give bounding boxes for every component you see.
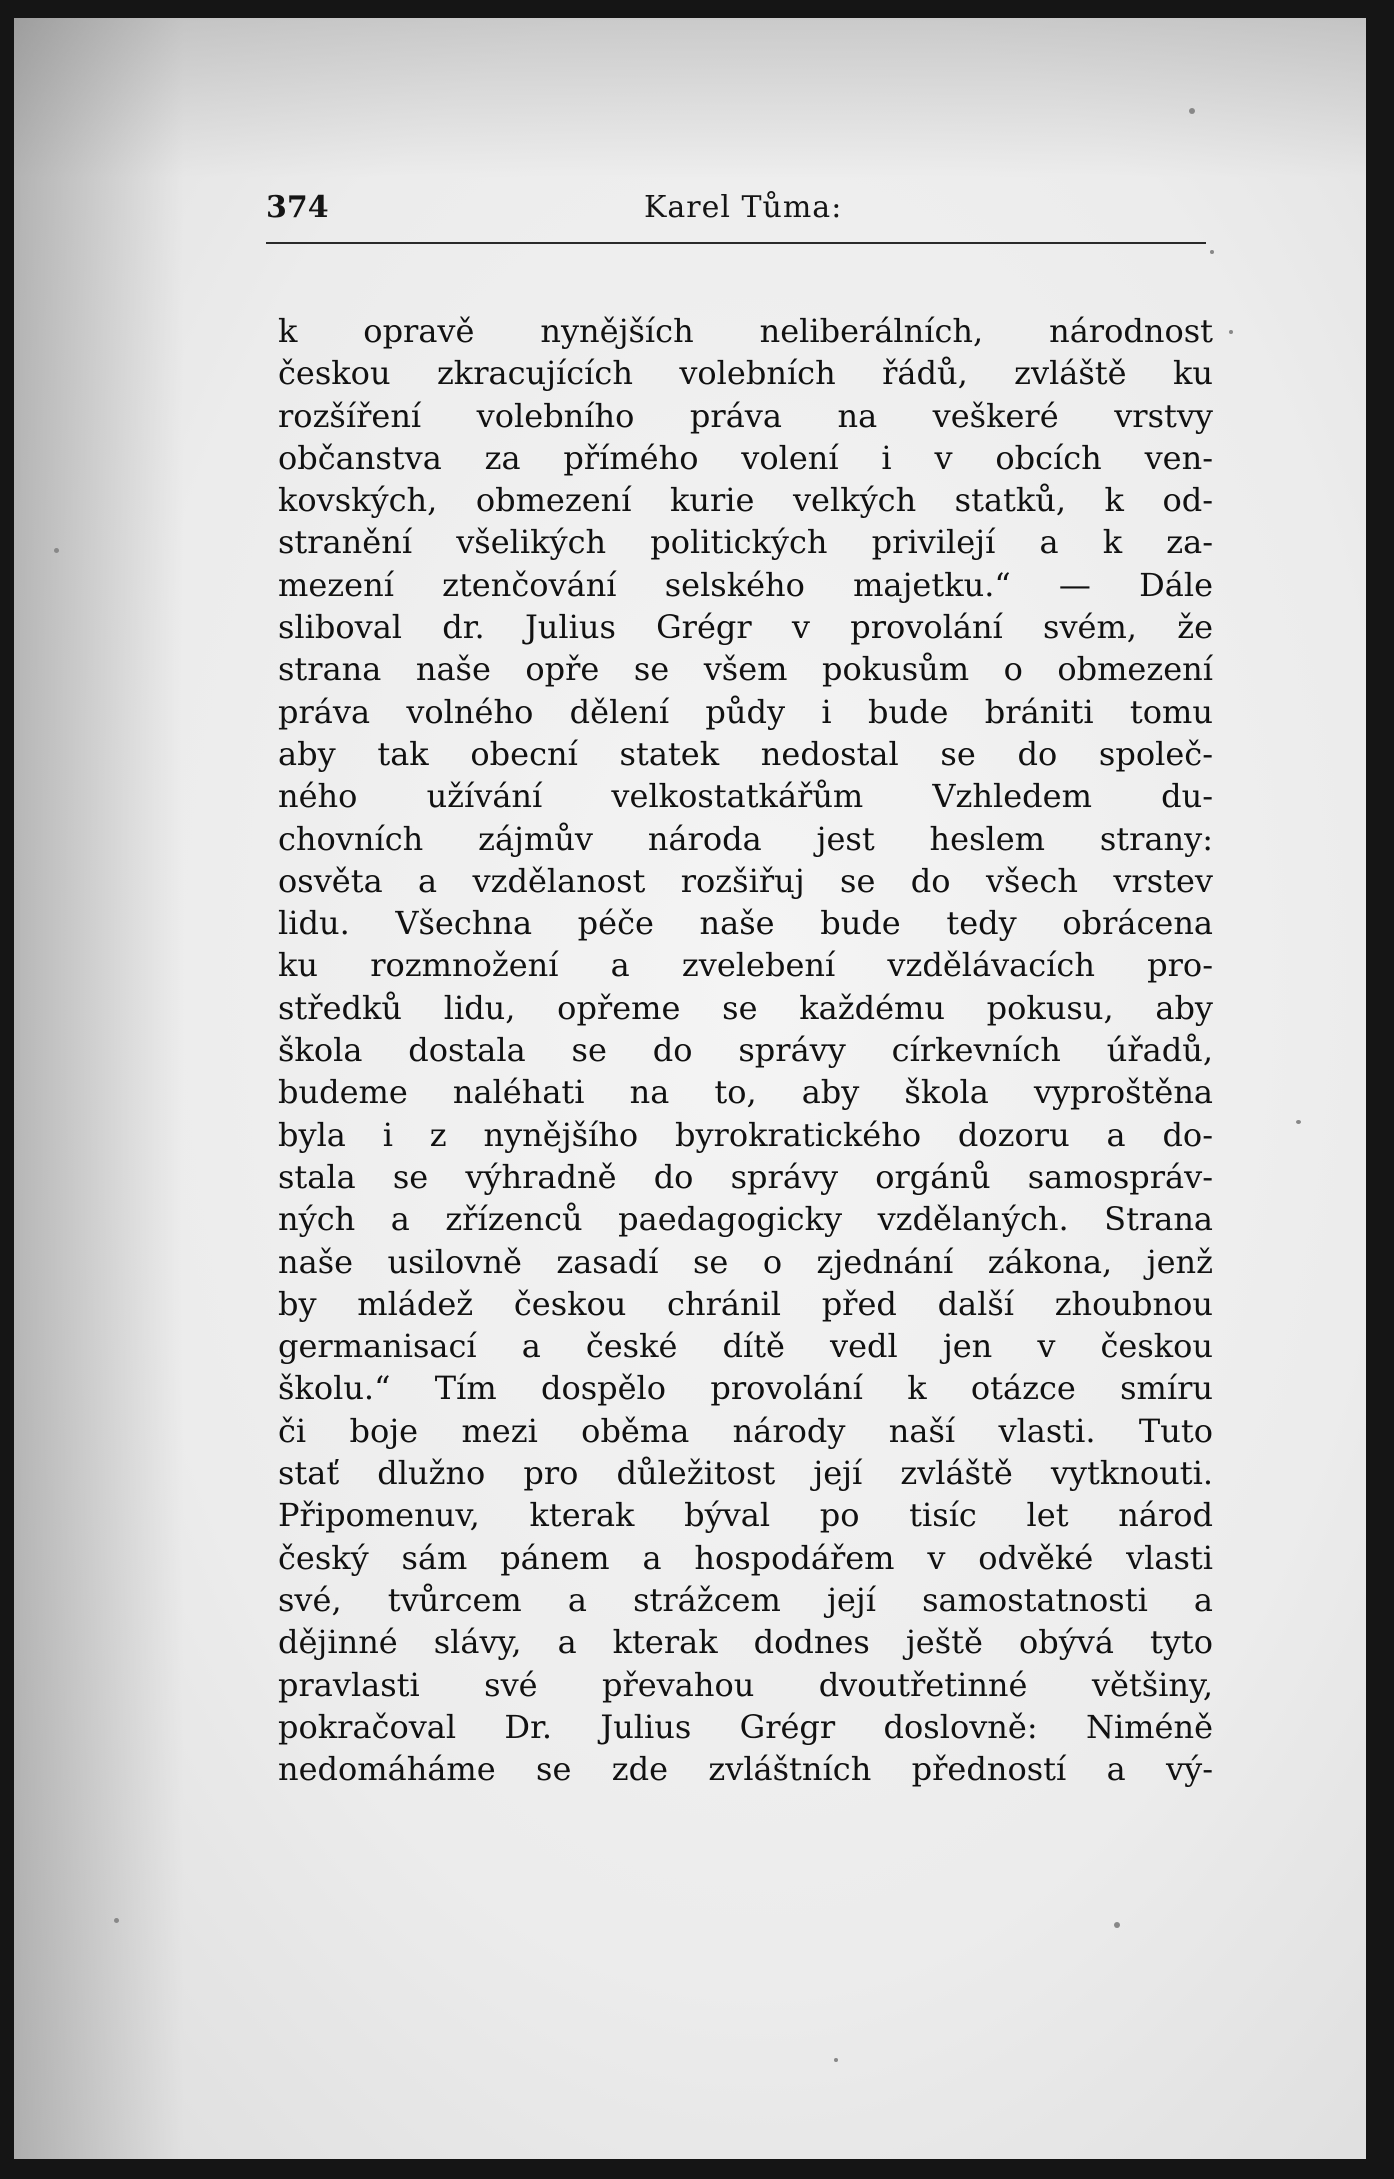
book-page	[14, 18, 1366, 2159]
scan-speck	[1296, 1120, 1301, 1124]
text-line: či boje mezi oběma národy naší vlasti. Tuto	[278, 1411, 1213, 1450]
text-line: kovských, obmezení kurie velkých statků, k od-	[278, 481, 1213, 520]
text-line: stala se výhradně do správy orgánů samospráv-	[278, 1157, 1213, 1196]
scan-speck	[1210, 250, 1214, 254]
scan-speck	[1229, 330, 1233, 334]
body-text	[278, 310, 1213, 1790]
text-line: naše usilovně zasadí se o zjednání zákona, jenž	[278, 1242, 1213, 1281]
text-line: ného užívání velkostatkářům Vzhledem du-	[278, 777, 1213, 816]
scan-speck	[1114, 1922, 1120, 1928]
text-line: aby tak obecní statek nedostal se do společ-	[278, 734, 1213, 773]
text-line: chovních zájmův národa jest heslem strany:	[278, 819, 1213, 858]
text-line: lidu. Všechna péče naše bude tedy obrácena	[278, 904, 1213, 943]
text-line: k opravě nynějších neliberálních, národnost	[278, 312, 1213, 350]
page-number: 374	[266, 190, 329, 225]
text-line: strana naše opře se všem pokusům o obmezení	[278, 650, 1213, 689]
text-line: občanstva za přímého volení i v obcích ven-	[278, 438, 1213, 477]
text-line: stať dlužno pro důležitost její zvláště vytknouti.	[278, 1454, 1213, 1493]
text-line: budeme naléhati na to, aby škola vyproštěna	[278, 1073, 1213, 1112]
text-line: sliboval dr. Julius Grégr v provolání svém, že	[278, 608, 1213, 647]
page-shadow-top	[14, 18, 1366, 178]
text-line: rozšíření volebního práva na veškeré vrstvy	[278, 396, 1213, 435]
text-line: stranění všelikých politických privilejí a k za-	[278, 523, 1213, 562]
page-shadow	[14, 18, 184, 2159]
text-line: by mládež českou chránil před další zhoubnou	[278, 1284, 1213, 1323]
text-line: český sám pánem a hospodářem v odvěké vlasti	[278, 1538, 1213, 1577]
text-line: nedomáháme se zde zvláštních předností a vý-	[278, 1750, 1213, 1789]
text-line: českou zkracujících volebních řádů, zvláště ku	[278, 354, 1213, 393]
text-line: školu.“ Tím dospělo provolání k otázce smíru	[278, 1369, 1213, 1408]
text-line: ných a zřízenců paedagogicky vzdělaných. Strana	[278, 1200, 1213, 1239]
text-line: pokračoval Dr. Julius Grégr doslovně: Niméně	[278, 1707, 1213, 1746]
page-header	[266, 180, 1206, 230]
text-line: Připomenuv, kterak býval po tisíc let národ	[278, 1496, 1213, 1535]
text-line: pravlasti své převahou dvoutřetinné většiny,	[278, 1665, 1213, 1704]
scan-speck	[834, 2058, 838, 2062]
running-head: Karel Tůma:	[644, 190, 843, 225]
text-line: germanisací a české dítě vedl jen v českou	[278, 1327, 1213, 1366]
text-line: mezení ztenčování selského majetku.“ — Dále	[278, 565, 1213, 604]
text-line: škola dostala se do správy církevních úřadů,	[278, 1031, 1213, 1070]
text-line: práva volného dělení půdy i bude brániti tomu	[278, 692, 1213, 731]
scan-speck	[54, 548, 59, 553]
text-line: ku rozmnožení a zvelebení vzdělávacích pro-	[278, 946, 1213, 985]
header-rule	[266, 242, 1206, 244]
scan-speck	[1189, 108, 1195, 114]
text-line: své, tvůrcem a strážcem její samostatnosti a	[278, 1580, 1213, 1619]
text-line: osvěta a vzdělanost rozšiřuj se do všech vrstev	[278, 861, 1213, 900]
text-line: dějinné slávy, a kterak dodnes ještě obývá tyto	[278, 1623, 1213, 1662]
text-line: byla i z nynějšího byrokratického dozoru a do-	[278, 1115, 1213, 1154]
text-line: středků lidu, opřeme se každému pokusu, aby	[278, 988, 1213, 1027]
scan-speck	[114, 1918, 119, 1923]
